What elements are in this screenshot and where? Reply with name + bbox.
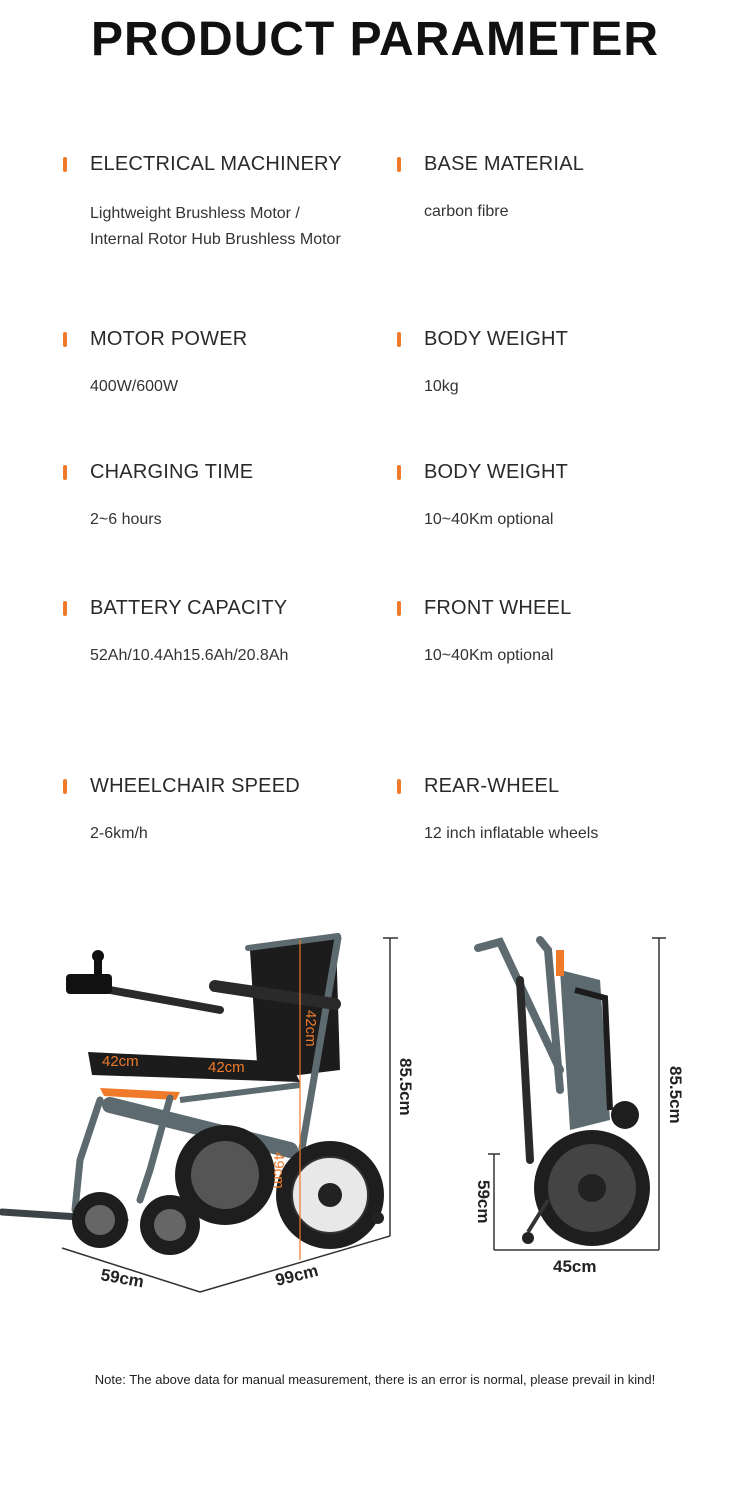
accent-bar xyxy=(63,157,67,172)
spec-value: 10~40Km optional xyxy=(424,647,554,664)
seat-depth-label: 42cm xyxy=(102,1053,139,1070)
accent-bar xyxy=(63,601,67,616)
spec-value: 10~40Km optional xyxy=(424,511,554,528)
folded-height-label: 85.5cm xyxy=(666,1066,685,1124)
spec-value: 2-6km/h xyxy=(90,825,148,842)
spec-label: BODY WEIGHT xyxy=(424,461,569,483)
spec-value: carbon fibre xyxy=(424,203,509,220)
page-title: PRODUCT PARAMETER xyxy=(90,13,660,66)
spec-label: MOTOR POWER xyxy=(90,328,248,350)
spec-value: 52Ah/10.4Ah15.6Ah/20.8Ah xyxy=(90,647,289,664)
accent-bar xyxy=(397,601,401,616)
wheelchair-dimension-diagram xyxy=(0,920,750,1310)
spec-label: CHARGING TIME xyxy=(90,461,254,483)
spec-value-line: Lightweight Brushless Motor / xyxy=(90,205,300,222)
folded-width-label: 45cm xyxy=(553,1257,597,1276)
accent-bar xyxy=(397,157,401,172)
wheelchair-folded-illustration xyxy=(478,940,650,1246)
spec-label: BASE MATERIAL xyxy=(424,153,585,175)
accent-bar xyxy=(397,332,401,347)
spec-value-line: Internal Rotor Hub Brushless Motor xyxy=(90,231,341,248)
spec-value: 12 inch inflatable wheels xyxy=(424,825,599,842)
spec-label: FRONT WHEEL xyxy=(424,597,572,619)
spec-label: WHEELCHAIR SPEED xyxy=(90,775,300,797)
accent-bar xyxy=(63,332,67,347)
spec-label: ELECTRICAL MACHINERY xyxy=(90,153,342,175)
back-height-label: 42cm xyxy=(302,1010,319,1047)
spec-label: REAR-WHEEL xyxy=(424,775,560,797)
accent-bar xyxy=(397,779,401,794)
accent-bar xyxy=(397,465,401,480)
spec-value: 400W/600W xyxy=(90,378,179,395)
length-label: 99cm xyxy=(273,1260,321,1290)
measurement-note: Note: The above data for manual measurement, there is an error is normal, please prevail in kind! xyxy=(94,1372,656,1387)
accent-bar xyxy=(63,779,67,794)
spec-label: BODY WEIGHT xyxy=(424,328,569,350)
spec-label: BATTERY CAPACITY xyxy=(90,597,288,619)
folded-depth-label: 59cm xyxy=(474,1180,493,1224)
spec-value xyxy=(90,201,341,253)
total-height-label: 85.5cm xyxy=(396,1058,415,1116)
width-label: 59cm xyxy=(99,1265,146,1292)
seat-width-label: 42cm xyxy=(208,1059,245,1076)
seat-height-label: 49cm xyxy=(270,1152,287,1189)
wheelchair-unfolded-illustration xyxy=(2,936,384,1255)
accent-bar xyxy=(63,465,67,480)
spec-value: 2~6 hours xyxy=(90,511,162,528)
spec-value: 10kg xyxy=(424,378,459,395)
